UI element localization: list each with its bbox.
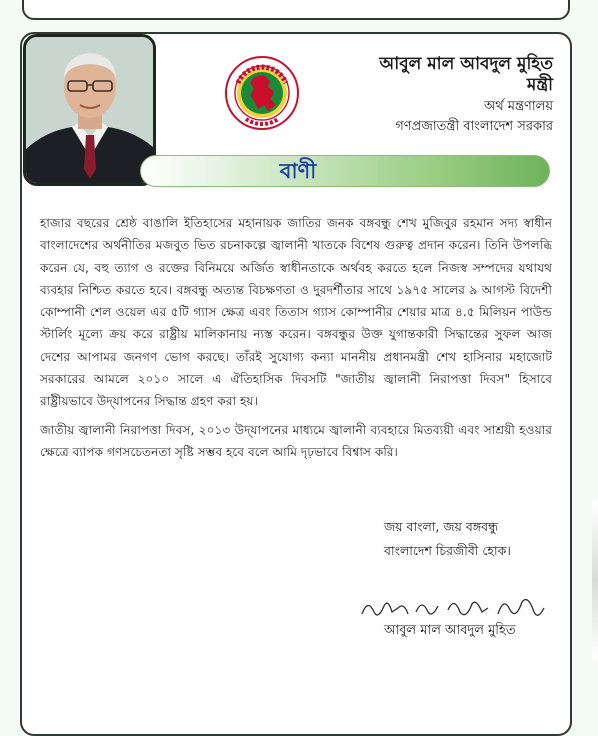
closing-line-2: বাংলাদেশ চিরজীবী হোক।: [384, 543, 511, 558]
message-body: [40, 212, 552, 469]
section-title: বাণী: [279, 159, 317, 183]
closing-slogans: [384, 515, 511, 563]
minister-designation: মন্ত্রী: [526, 75, 553, 95]
top-panel-frame: [22, 0, 570, 20]
signatory-name: আবুল মাল আবদুল মুহিত: [384, 623, 516, 638]
ministry-name: অর্থ মন্ত্রণালয়: [483, 99, 553, 114]
government-name: গণপ্রজাতন্ত্রী বাংলাদেশ সরকার: [395, 119, 553, 134]
section-title-bar: [140, 155, 550, 187]
minister-photo: [23, 34, 156, 186]
body-paragraph-2: জাতীয় জ্বালানী নিরাপত্তা দিবস, ২০১৩ উদ্‌যাপনের মাধ্যমে জ্বালানী ব্যবহারে মিতব্যয়ী এবং সাশ্রয়ী হওয়ার ক্ষেত্রে ব্যাপক গণসচেতনতা সৃষ্টি সম্ভব হবে বলে আমি দৃঢ়ভাবে বিশ্বাস করি।: [40, 422, 552, 459]
page-edge: [592, 500, 598, 660]
government-seal-logo: [224, 55, 300, 131]
minister-name: আবুল মাল আবদুল মুহিত: [379, 54, 553, 74]
minister-header: [303, 54, 553, 137]
closing-line-1: জয় বাংলা, জয় বঙ্গবন্ধু: [384, 519, 498, 534]
body-paragraph-1: হাজার বছরের শ্রেষ্ঠ বাঙালি ইতিহাসের মহানায়ক জাতির জনক বঙ্গবন্ধু শেখ মুজিবুর রহমান সদ্য স্বাধীন বাংলাদেশের অর্থনীতির মজবুত ভিত রচনাকল্পে জ্বালানী খাতকে বিশেষ গুরুত্ব প্রদান করেন। তিনি উপলব্ধি করেন যে, বহু ত্যাগ ও রক্তের বিনিময়ে অর্জিত স্বাধীনতাকে অর্থবহ করতে হলে নিজস্ব সম্পদের যথাযথ ব্যবহার নিশ্চিত করতে হবে। বঙ্গবন্ধু অত্যন্ত বিচক্ষণতা ও দুরদর্শীতার সাথে ১৯৭৫ সালের ৯ আগস্ট বিদেশী কোম্পানী শেল ওয়েল এর ৫টি গ্যাস ক্ষেত্র এবং তিতাস গ্যাস কোম্পানীর শেয়ার মাত্র ৪.৫ মিলিয়ন পাউন্ড স্টার্লিং মূল্যে ক্রয় করে রাষ্ট্রীয় মালিকানায় ন্যস্ত করেন। বঙ্গবন্ধুর উক্ত যুগান্তকারী সিদ্ধান্তের সুফল আজ দেশের আপামর জনগণ ভোগ করছে। তাঁরই সুযোগ্য কন্যা মাননীয় প্রধানমন্ত্রী শেখ হাসিনার মহাজোট সরকারের আমলে ২০১০ সালে এ ঐতিহাসিক দিবসটি "জাতীয় জ্বালানী নিরাপত্তা দিবস" হিসাবে রাষ্ট্রীয়ভাবে উদ্‌যাপনের সিদ্ধান্ত গ্রহণ করা হয়।: [40, 216, 552, 409]
